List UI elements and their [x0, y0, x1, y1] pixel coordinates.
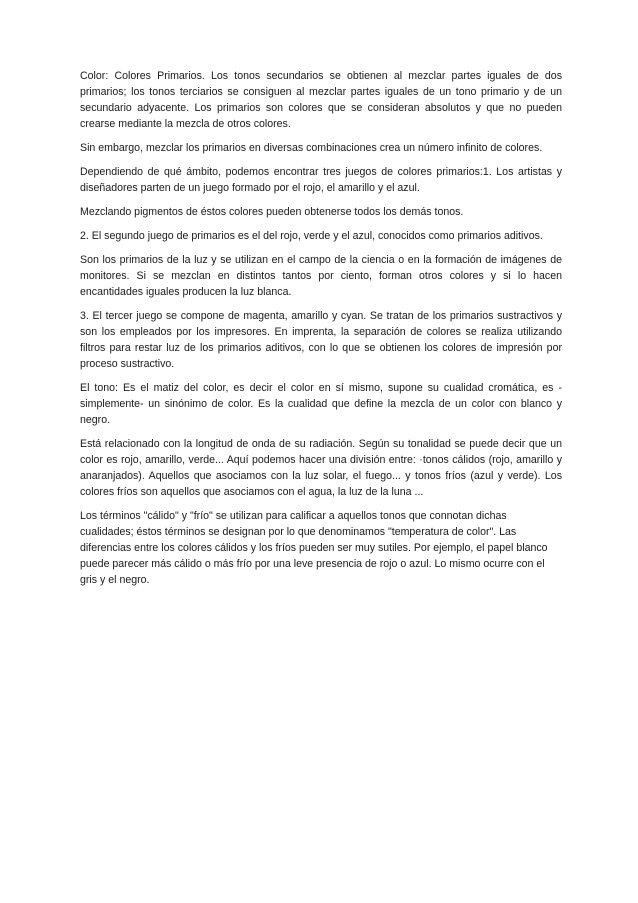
- document-page: [80, 68, 562, 596]
- paragraph-combinations: Sin embargo, mezclar los primarios en diversas combinaciones crea un número infinito de colores.: [80, 142, 543, 154]
- paragraph-additive: 2. El segundo juego de primarios es el del rojo, verde y el azul, conocidos como primarios aditivos.: [80, 230, 543, 242]
- paragraph-primary-colors: Color: Colores Primarios. Los tonos secundarios se obtienen al mezclar partes iguales de dos primarios; los tonos terciarios se consiguen al mezclar partes iguales de un tono primario y de un secundario adyacente. Los primarios son colores que se consideran absolutos y que no pueden crearse mediante la mezcla de otros colores.: [80, 70, 562, 130]
- paragraph-pigments: Mezclando pigmentos de éstos colores pueden obtenerse todos los demás tonos.: [80, 206, 464, 218]
- paragraph-temperature: Los términos "cálido" y "frío" se utilizan para calificar a aquellos tonos que connotan dichas cualidades; éstos términos se designan por lo que denominamos "temperatura de color". Las diferencias entre los colores cálidos y los fríos pueden ser muy sutiles. Por ejemplo, el papel blanco puede parecer más cálido o más frío por una leve presencia de rojo o azul. Lo mismo ocurre con el gris y el negro.: [80, 510, 548, 586]
- paragraph-subtractive: 3. El tercer juego se compone de magenta, amarillo y cyan. Se tratan de los primarios sustractivos y son los empleados por los impresores. En imprenta, la separación de colores se realiza utilizando filtros para restar luz de los primarios aditivos, con lo que se obtienen los colores de impresión por proceso sustractivo.: [80, 310, 562, 370]
- paragraph-wavelength: Está relacionado con la longitud de onda de su radiación. Según su tonalidad se puede decir que un color es rojo, amarillo, verde... Aquí podemos hacer una división entre: ·tonos cálidos (rojo, amarillo y anaranjados). Aquellos que asociamos con la luz solar, el fuego... y tonos fríos (azul y verde). Los colores fríos son aquellos que asociamos con el agua, la luz de la luna ...: [80, 438, 562, 498]
- paragraph-three-sets: Dependiendo de qué ámbito, podemos encontrar tres juegos de colores primarios:1. Los artistas y diseñadores parten de un juego formado por el rojo, el amarillo y el azul.: [80, 166, 562, 194]
- paragraph-hue: El tono: Es el matiz del color, es decir el color en sí mismo, supone su cualidad cromática, es -simplemente- un sinónimo de color. Es la cualidad que define la mezcla de un color con blanco y negro.: [80, 382, 562, 426]
- paragraph-light-primaries: Son los primarios de la luz y se utilizan en el campo de la ciencia o en la formación de imágenes de monitores. Si se mezclan en distintos tantos por ciento, forman otros colores y si lo hacen encantidades iguales producen la luz blanca.: [80, 254, 562, 298]
